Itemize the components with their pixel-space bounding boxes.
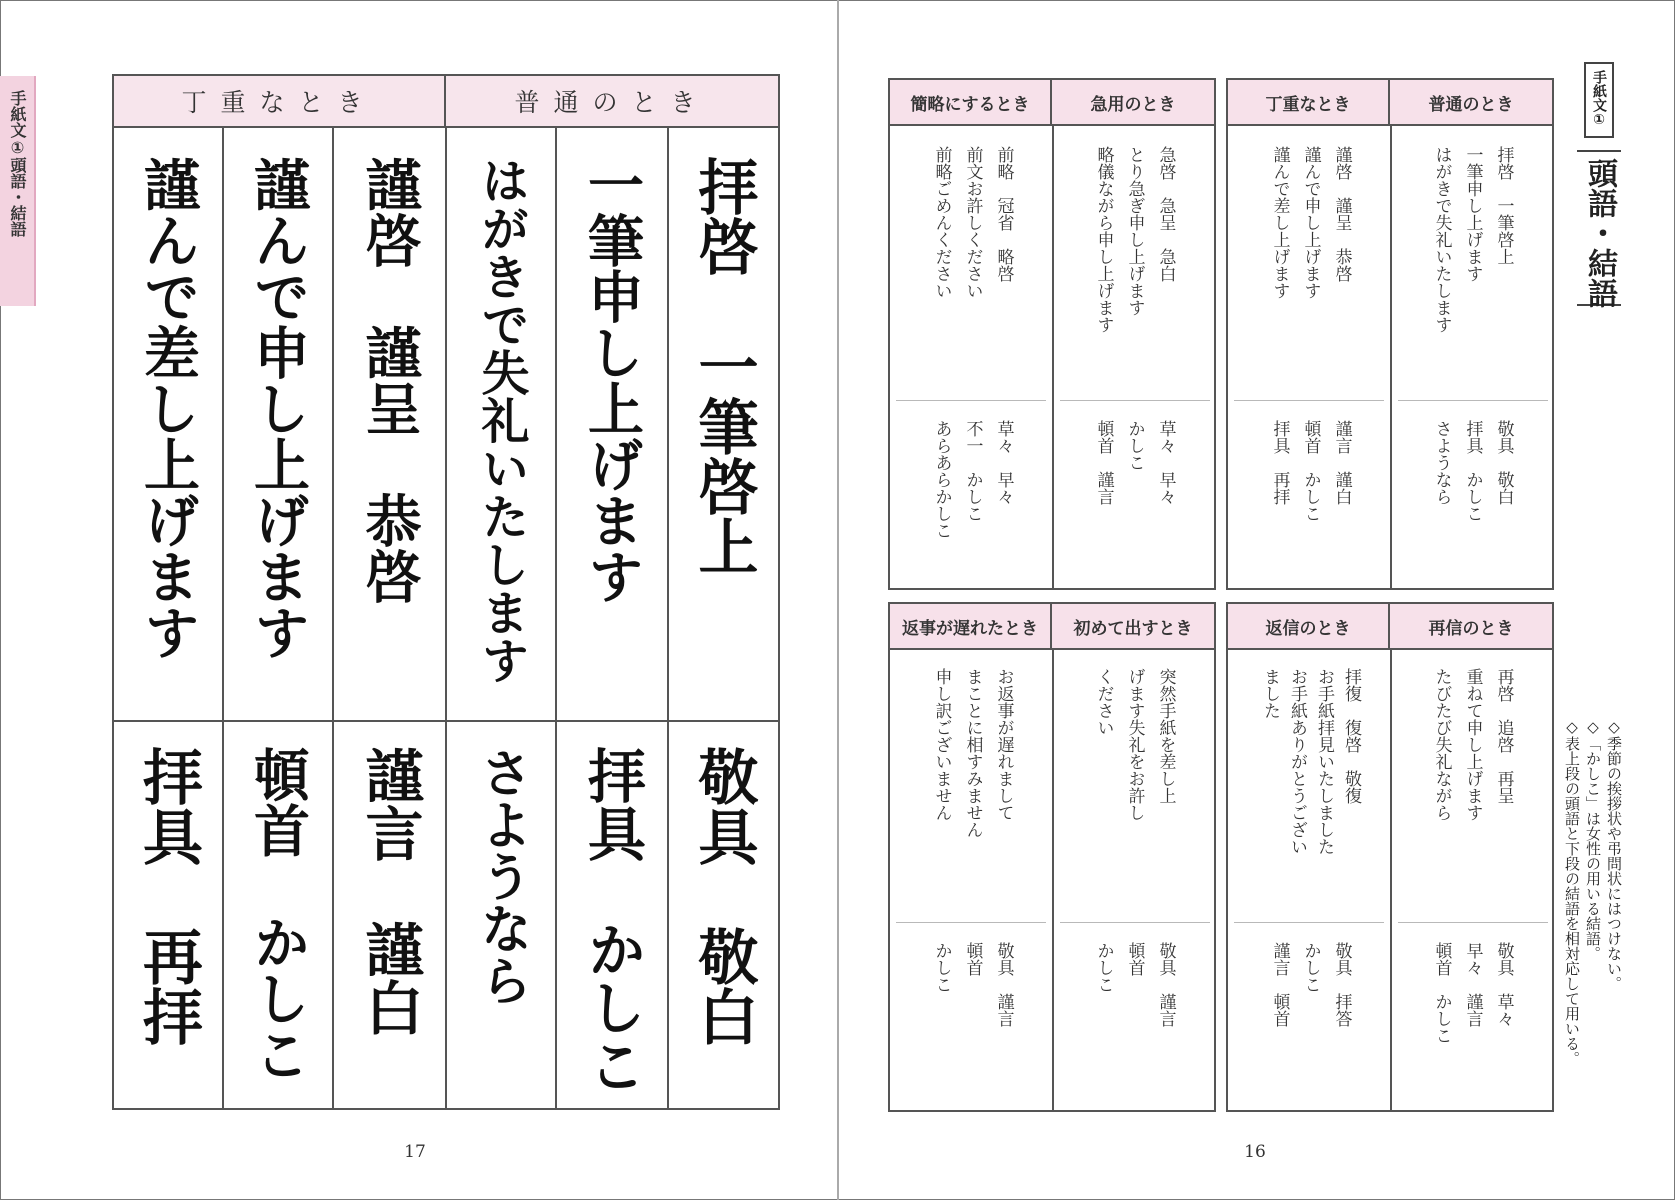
- brush-col-8: [224, 746, 332, 1106]
- brush-col-12: [669, 746, 778, 1106]
- phrase: 拝具 かしこ: [1462, 420, 1483, 522]
- phrase: 拝具 再拝: [1269, 420, 1290, 505]
- phrase: 急啓 急呈 急白: [1155, 146, 1176, 282]
- header-label: 普通のとき: [514, 88, 710, 117]
- phrase: さようなら: [1431, 420, 1452, 505]
- phrase: 敬具 草々: [1493, 942, 1514, 1027]
- phrase: お手紙ありがとうござい: [1287, 668, 1307, 855]
- brush-col-5: [557, 156, 667, 716]
- page-number-left: 17: [404, 1142, 426, 1162]
- brush-text: はがきで失礼いたします: [473, 156, 529, 684]
- phrase: 謹言 頓首: [1269, 942, 1290, 1027]
- chapter-title: 頭語・結語: [1582, 158, 1617, 308]
- brush-text: 謹啓 謹呈 恭啓: [356, 156, 423, 604]
- phrase: お手紙拝見いたしました: [1314, 668, 1334, 855]
- phrase: ください: [1093, 668, 1114, 736]
- book-gutter: [837, 0, 839, 1200]
- phrase: 頓首 謹言: [1093, 420, 1114, 505]
- brush-col-10: [447, 746, 555, 1106]
- phrase: 敬具 謹言: [993, 942, 1014, 1027]
- side-chapter-tab: [0, 76, 36, 306]
- hajimete-openings: [1056, 668, 1212, 918]
- phrase: 敬具 拝答: [1331, 942, 1352, 1027]
- futsuu-closings: [1394, 420, 1550, 585]
- brush-text: さようなら: [471, 746, 532, 1006]
- phrase: かしこ: [931, 942, 952, 993]
- kyuuyou-closings: [1056, 420, 1212, 585]
- header-hajimete: 初めて出すとき: [1052, 604, 1214, 650]
- teichou-openings: [1232, 146, 1388, 396]
- brush-col-6: [669, 156, 778, 716]
- table-okureta-hajimete: [888, 602, 1216, 1112]
- phrase: 申し訳ございません: [931, 668, 952, 821]
- header-teichou: [114, 76, 446, 128]
- header-futsuu-small: 普通のとき: [1390, 80, 1552, 126]
- phrase: かしこ: [1093, 942, 1114, 993]
- phrase: 頓首 かしこ: [1431, 942, 1452, 1044]
- phrase: 早々 謹言: [1462, 942, 1483, 1027]
- kanryaku-closings: [894, 420, 1050, 585]
- futsuu-openings: [1394, 146, 1550, 396]
- phrase: 前略ごめんください: [931, 146, 952, 299]
- brush-col-1: [114, 156, 222, 716]
- brush-text: 頓首 かしこ: [245, 746, 311, 1082]
- brush-text: 謹んで申し上げます: [245, 156, 311, 660]
- brush-col-3: [334, 156, 445, 716]
- phrase: 謹んで差し上げます: [1269, 146, 1290, 299]
- header-okureta: 返事が遅れたとき: [890, 604, 1052, 650]
- brush-col-4: [447, 156, 555, 716]
- henshin-openings: [1232, 668, 1388, 918]
- note-3: ◇表上段の頭語と下段の結語を相対応して用いる。: [1563, 718, 1581, 1066]
- phrase: 草々 早々: [1155, 420, 1176, 505]
- hajimete-closings: [1056, 942, 1212, 1107]
- phrase: 略儀ながら申し上げます: [1093, 146, 1114, 333]
- phrase: 再啓 追啓 再呈: [1493, 668, 1514, 804]
- phrase: 敬具 謹言: [1155, 942, 1176, 1027]
- okureta-openings: [894, 668, 1050, 918]
- kanryaku-openings: [894, 146, 1050, 396]
- phrase: ました: [1260, 668, 1280, 719]
- phrase: 頓首 かしこ: [1300, 420, 1321, 522]
- calligraphy-table: [112, 74, 780, 1110]
- phrase: 前略 冠省 略啓: [993, 146, 1014, 282]
- brush-col-2: [224, 156, 332, 716]
- phrase: 前文お許しください: [962, 146, 983, 299]
- phrase: 謹言 謹白: [1331, 420, 1352, 505]
- note-1: ◇季節の挨拶状や弔問状にはつけない。: [1605, 718, 1623, 991]
- phrase: 草々 早々: [993, 420, 1014, 505]
- phrase: 謹んで申し上げます: [1300, 146, 1321, 299]
- chapter-title-box: [1577, 150, 1621, 306]
- phrase: たびたび失礼ながら: [1431, 668, 1452, 821]
- chapter-label: 手紙文①: [1591, 70, 1607, 128]
- phrase: げます失礼をお許し: [1124, 668, 1145, 821]
- phrase: はがきで失礼いたします: [1431, 146, 1452, 333]
- phrase: 不一 かしこ: [962, 420, 983, 522]
- phrase: 頓首: [1124, 942, 1145, 976]
- phrase: とり急ぎ申し上げます: [1124, 146, 1145, 316]
- phrase: 一筆申し上げます: [1462, 146, 1483, 282]
- brush-text: 謹んで差し上げます: [135, 156, 201, 660]
- brush-text: 拝啓 一筆啓上: [688, 156, 759, 576]
- brush-text: 謹言 謹白: [355, 746, 424, 1036]
- phrase: 拝啓 一筆啓上: [1493, 146, 1514, 265]
- header-saishin: 再信のとき: [1390, 604, 1552, 650]
- phrase: 拝復 復啓 敬復: [1341, 668, 1361, 804]
- header-teichou-small: 丁重なとき: [1228, 80, 1390, 126]
- phrase: まことに相すみません: [962, 668, 983, 838]
- table-teichou-futsuu: [1226, 78, 1554, 590]
- phrase: 頓首: [962, 942, 983, 976]
- phrase: あらあらかしこ: [931, 420, 952, 539]
- phrase: 謹啓 謹呈 恭啓: [1331, 146, 1352, 282]
- table-kanryaku-kyuuyou: [888, 78, 1216, 590]
- header-label: 丁重なとき: [181, 88, 377, 117]
- phrase: 重ねて申し上げます: [1462, 668, 1483, 821]
- header-henshin: 返信のとき: [1228, 604, 1390, 650]
- teichou-closings: [1232, 420, 1388, 585]
- phrase: 敬具 敬白: [1493, 420, 1514, 505]
- henshin-closings: [1232, 942, 1388, 1107]
- chapter-label-box: [1584, 62, 1614, 138]
- brush-col-7: [114, 746, 222, 1106]
- phrase: お返事が遅れまして: [993, 668, 1014, 821]
- brush-text: 一筆申し上げます: [579, 156, 645, 604]
- brush-col-9: [334, 746, 445, 1106]
- header-kanryaku: 簡略にするとき: [890, 80, 1052, 126]
- brush-text: 拝具 かしこ: [578, 746, 646, 1094]
- table-henshin-saishin: [1226, 602, 1554, 1112]
- saishin-openings: [1394, 668, 1550, 918]
- phrase: かしこ: [1300, 942, 1321, 993]
- phrase: かしこ: [1124, 420, 1145, 471]
- brush-text: 拝具 再拝: [133, 746, 203, 1046]
- page-number-right: 16: [1244, 1142, 1266, 1162]
- kyuuyou-openings: [1056, 146, 1212, 396]
- header-kyuuyou: 急用のとき: [1052, 80, 1214, 126]
- side-tab-label: 手紙文①頭語・結語: [8, 90, 27, 237]
- usage-notes: [1555, 718, 1621, 1098]
- brush-col-11: [557, 746, 667, 1106]
- header-futsuu: [446, 76, 778, 128]
- phrase: 突然手紙を差し上: [1155, 668, 1176, 804]
- okureta-closings: [894, 942, 1050, 1107]
- saishin-closings: [1394, 942, 1550, 1107]
- brush-text: 敬具 敬白: [688, 746, 759, 1046]
- note-2: ◇「かしこ」は女性の用いる結語。: [1584, 718, 1602, 961]
